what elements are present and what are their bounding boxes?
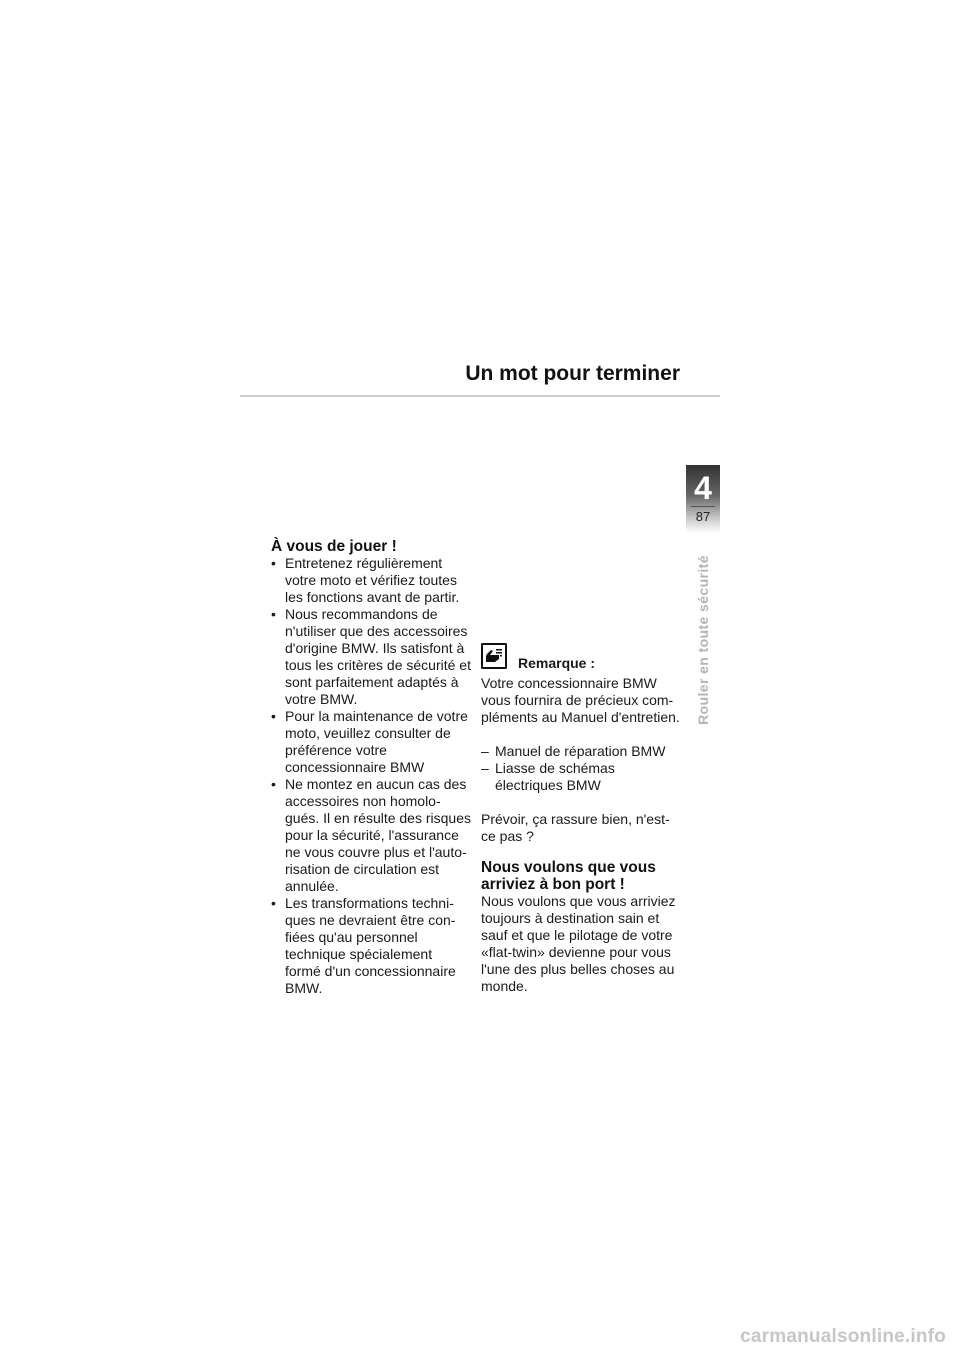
note-text: Votre concessionnaire BMW vous fournira de précieux com-pléments au Manuel d'entretien. xyxy=(481,675,680,725)
list-item: • Pour la maintenance de votre moto, veuillez consulter de préférence votre concessionnaire BMW xyxy=(271,708,471,776)
list-item: • Nous recommandons de n'utiliser que des accessoires d'origine BMW. Ils satisfont à tous les critères de sécurité et sont parfaitement adaptés à votre BMW. xyxy=(271,606,471,708)
section-heading-your-turn: À vous de jouer ! xyxy=(271,538,397,555)
list-item: • Les transformations techni-ques ne devraient être con-fiées qu'au personnel technique spécialement formé d'un concessionnaire BMW. xyxy=(271,895,471,997)
chapter-side-label: Rouler en toute sécurité xyxy=(695,555,711,725)
closing-question: Prévoir, ça rassure bien, n'est-ce pas ? xyxy=(481,811,670,844)
documents-list xyxy=(481,743,681,794)
right-column xyxy=(481,643,681,995)
list-item: – Manuel de réparation BMW xyxy=(481,743,681,760)
note-label: Remarque : xyxy=(518,655,596,671)
page-number: 87 xyxy=(695,509,711,524)
list-item: – Liasse de schémas électriques BMW xyxy=(481,760,681,794)
section-heading-safe-arrival: Nous voulons que vous arriviez à bon port ! xyxy=(481,859,656,893)
list-item: • Ne montez en aucun cas des accessoires non homolo-gués. Il en résulte des risques pour la sécurité, l'assurance ne vous couvre plus et l'auto-risation de circulation est annulée. xyxy=(271,776,471,895)
advice-list xyxy=(271,555,471,997)
watermark: carmanualsonline.info xyxy=(740,1326,946,1347)
note-hand-icon xyxy=(481,643,507,669)
page-title: Un mot pour terminer xyxy=(465,362,680,385)
chapter-tab-divider xyxy=(691,506,715,507)
list-item: • Entretenez régulièrement votre moto et vérifiez toutes les fonctions avant de partir. xyxy=(271,555,471,606)
chapter-tab xyxy=(686,465,720,533)
final-text: Nous voulons que vous arriviez toujours à destination sain et sauf et que le pilotage de votre «flat-twin» devienne pour vous l'une des plus belles choses au monde. xyxy=(481,893,676,994)
left-column xyxy=(271,538,471,997)
note-header xyxy=(481,643,681,671)
title-divider xyxy=(240,395,720,397)
chapter-number: 4 xyxy=(694,470,712,506)
